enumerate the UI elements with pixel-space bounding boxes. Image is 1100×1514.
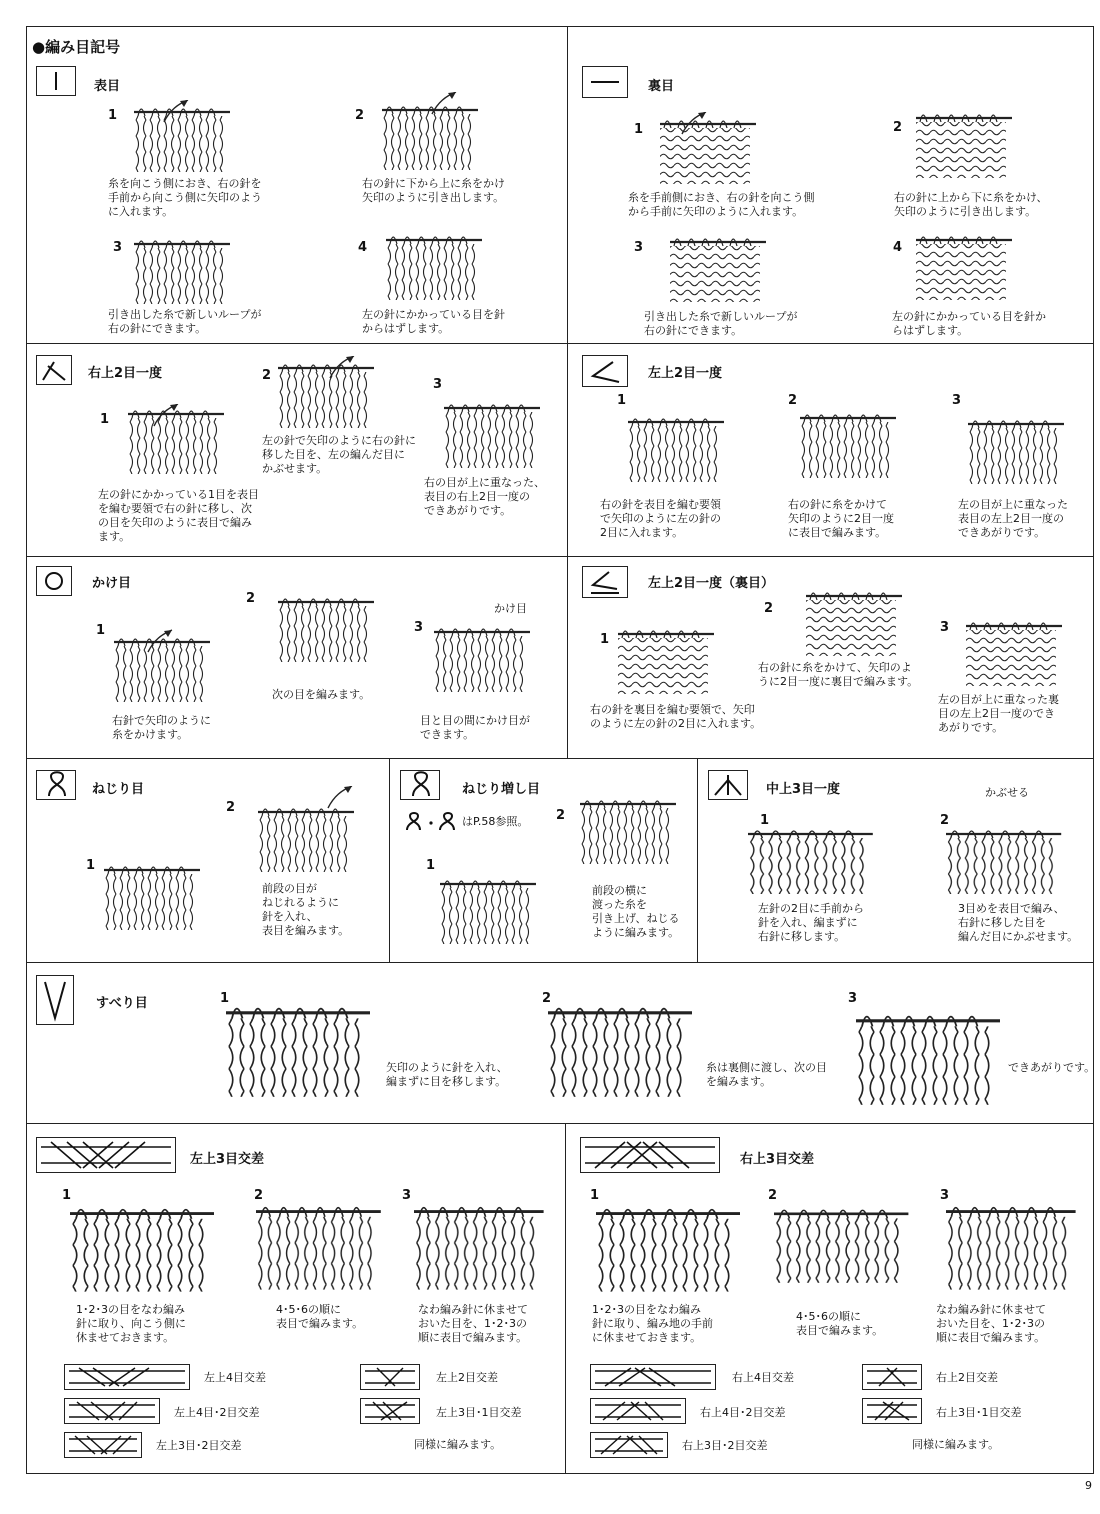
step-number: 3 xyxy=(952,393,962,408)
divider xyxy=(26,758,1094,759)
divider xyxy=(26,343,1094,344)
step-number: 4 xyxy=(893,240,903,255)
knit-step1-caption: 糸を向こう側におき、右の針を 手前から向こう側に矢印のよう に入れます。 xyxy=(108,177,262,218)
slip-stitch-symbol xyxy=(36,975,74,1025)
twisted-increase-step1-illustration xyxy=(440,872,540,950)
step-number: 2 xyxy=(788,393,798,408)
page-header: ●編み目記号 xyxy=(32,38,121,56)
right-3-2-cross-label: 右上3目･2目交差 xyxy=(682,1439,768,1452)
slip-stitch-step3-caption: できあがりです。 xyxy=(1008,1061,1096,1074)
right-4-cross-label: 右上4目交差 xyxy=(732,1371,794,1384)
step-number: 4 xyxy=(358,240,368,255)
right-k2tog-step3-caption: 右の目が上に重なった、 表目の右上2目一度の できあがりです。 xyxy=(424,476,545,517)
yarn-over-title: かけ目 xyxy=(92,576,132,591)
step-number: 1 xyxy=(760,813,770,828)
step-number: 3 xyxy=(940,620,950,635)
step-number: 2 xyxy=(556,808,566,823)
center-double-decrease-title: 中上3目一度 xyxy=(766,782,841,797)
twisted-increase-ref: はP.58参照。 xyxy=(462,815,529,828)
left-k2tog-step3-caption: 左の目が上に重なった 表目の左上2目一度の できあがりです。 xyxy=(958,498,1068,539)
left-cable-step3-illustration xyxy=(414,1196,544,1296)
left-4-2-cross-symbol xyxy=(64,1398,160,1424)
slip-stitch-step1-caption: 矢印のように針を入れ、 編まずに目を移します。 xyxy=(386,1061,508,1088)
step-number: 2 xyxy=(893,120,903,135)
left-p2tog-symbol xyxy=(582,566,628,598)
right-k2tog-step2-caption: 左の針で矢印のように右の針に 移した目を、左の編んだ目に かぶせます。 xyxy=(262,434,416,475)
left-cable-same-note: 同様に編みます。 xyxy=(414,1438,502,1451)
step-number: 1 xyxy=(86,858,96,873)
left-2-cross-label: 左上2目交差 xyxy=(436,1371,498,1384)
left-p2tog-step1-illustration xyxy=(618,620,718,700)
divider xyxy=(26,556,1094,557)
divider xyxy=(567,26,568,758)
purl-title: 裏目 xyxy=(648,79,675,94)
left-cable-step2-caption: 4･5･6の順に 表目で編みます。 xyxy=(276,1303,364,1330)
right-cable-step1-illustration xyxy=(596,1198,746,1298)
center-double-decrease-label: かぶせる xyxy=(985,786,1029,799)
step-number: 3 xyxy=(940,1188,950,1203)
purl-step4-caption: 左の針にかかっている目を針か らはずします。 xyxy=(892,310,1046,337)
right-cable-same-note: 同様に編みます。 xyxy=(912,1438,1000,1451)
step-number: 2 xyxy=(355,108,365,123)
knit-step2-caption: 右の針に下から上に糸をかけ 矢印のように引き出します。 xyxy=(362,177,505,204)
left-k2tog-step2-caption: 右の針に糸をかけて 矢印のように2目一度 に表目で編みます。 xyxy=(788,498,894,539)
left-k2tog-step1-caption: 右の針を表目を編む要領 で矢印のように左の針の 2目に入れます。 xyxy=(600,498,721,539)
left-cable-step1-illustration xyxy=(70,1198,220,1298)
right-cable-step2-caption: 4･5･6の順に 表目で編みます。 xyxy=(796,1310,884,1337)
step-number: 1 xyxy=(62,1188,72,1203)
left-4-cross-label: 左上4目交差 xyxy=(204,1371,266,1384)
twisted-increase-symbol xyxy=(400,770,440,800)
step-number: 2 xyxy=(764,601,774,616)
slip-stitch-title: すべり目 xyxy=(96,996,148,1011)
center-double-decrease-step2-illustration xyxy=(946,818,1076,898)
knit-step4-illustration xyxy=(386,228,486,303)
knit-step2-illustration xyxy=(382,92,482,172)
right-k2tog-step1-illustration xyxy=(128,404,236,479)
purl-step1-illustration xyxy=(660,112,760,187)
purl-step3-caption: 引き出した糸で新しいループが 右の針にできます。 xyxy=(644,310,798,337)
slip-stitch-step3-illustration xyxy=(856,1004,1006,1116)
knit-step3-illustration xyxy=(134,232,234,307)
twisted-symbols-icon xyxy=(404,812,460,832)
purl-step2-caption: 右の針に上から下に糸をかけ、 矢印のように引き出します。 xyxy=(894,191,1048,218)
step-number: 3 xyxy=(848,991,858,1006)
purl-step2-illustration xyxy=(916,106,1016,181)
purl-step1-caption: 糸を手前側におき、右の針を向こう側 から手前に矢印のように入れます。 xyxy=(628,191,815,218)
right-2-cross-label: 右上2目交差 xyxy=(936,1371,998,1384)
right-cable-step2-illustration xyxy=(774,1200,914,1290)
left-cable-step2-illustration xyxy=(256,1196,386,1296)
step-number: 1 xyxy=(100,412,110,427)
step-number: 1 xyxy=(426,858,436,873)
right-4-2-cross-symbol xyxy=(590,1398,686,1424)
left-p2tog-step2-caption: 右の針に糸をかけて、矢印のよ うに2目一度に裏目で編みます。 xyxy=(758,661,919,688)
left-p2tog-step2-illustration xyxy=(806,578,916,658)
right-cable-title: 右上3目交差 xyxy=(740,1152,815,1167)
step-number: 2 xyxy=(542,991,552,1006)
step-number: 1 xyxy=(617,393,627,408)
right-cable-step3-illustration xyxy=(946,1196,1076,1296)
purl-step4-illustration xyxy=(916,228,1016,303)
right-cable-step1-caption: 1･2･3の目をなわ編み 針に取り、編み地の手前 に休ませておきます。 xyxy=(592,1303,713,1344)
left-k2tog-title: 左上2目一度 xyxy=(648,366,723,381)
twisted-stitch-title: ねじり目 xyxy=(92,782,145,797)
left-k2tog-step3-illustration xyxy=(968,412,1068,492)
step-number: 1 xyxy=(108,108,118,123)
yarn-over-step3-caption: 目と目の間にかけ目が できます。 xyxy=(420,714,530,741)
slip-stitch-step1-illustration xyxy=(226,996,376,1108)
knit-step4-caption: 左の針にかかっている目を針 からはずします。 xyxy=(362,308,505,335)
purl-symbol xyxy=(582,66,628,98)
right-3-2-cross-symbol xyxy=(590,1432,668,1458)
left-4-cross-symbol xyxy=(64,1364,190,1390)
step-number: 1 xyxy=(96,623,106,638)
divider xyxy=(26,1123,1094,1124)
center-double-decrease-step1-illustration xyxy=(748,818,888,898)
right-k2tog-title: 右上2目一度 xyxy=(88,366,163,381)
step-number: 2 xyxy=(262,368,272,383)
twisted-stitch-symbol xyxy=(36,770,76,800)
left-cable-title: 左上3目交差 xyxy=(190,1152,265,1167)
right-cable-step3-caption: なわ編み針に休ませて おいた目を、1･2･3の 順に表目で編みます。 xyxy=(936,1303,1046,1344)
knit-step1-illustration xyxy=(134,100,234,175)
step-number: 2 xyxy=(940,813,950,828)
left-2-cross-symbol xyxy=(360,1364,420,1390)
yarn-over-step2-caption: 次の目を編みます。 xyxy=(272,688,371,701)
step-number: 3 xyxy=(113,240,123,255)
left-3-1-cross-symbol xyxy=(360,1398,420,1424)
step-number: 3 xyxy=(634,240,644,255)
step-number: 2 xyxy=(254,1188,264,1203)
step-number: 2 xyxy=(246,591,256,606)
left-k2tog-symbol xyxy=(582,355,628,387)
divider xyxy=(565,1123,566,1474)
twisted-increase-title: ねじり増し目 xyxy=(462,782,541,797)
knit-title: 表目 xyxy=(94,79,121,94)
center-double-decrease-symbol xyxy=(708,770,748,800)
right-3-1-cross-symbol xyxy=(862,1398,922,1424)
knit-step3-caption: 引き出した糸で新しいループが 右の針にできます。 xyxy=(108,308,262,335)
left-cable-step1-caption: 1･2･3の目をなわ編み 針に取り、向こう側に 休ませておきます。 xyxy=(76,1303,186,1344)
divider xyxy=(26,962,1094,963)
slip-stitch-step2-illustration xyxy=(548,996,698,1108)
left-3-1-cross-label: 左上3目･1目交差 xyxy=(436,1406,522,1419)
twisted-stitch-caption: 前段の目が ねじれるように 針を入れ、 表目を編みます。 xyxy=(262,882,350,937)
step-number: 1 xyxy=(600,632,610,647)
right-3-1-cross-label: 右上3目･1目交差 xyxy=(936,1406,1022,1419)
left-3-2-cross-label: 左上3目･2目交差 xyxy=(156,1439,242,1452)
yarn-over-step1-caption: 右針で矢印のように 糸をかけます。 xyxy=(112,714,211,741)
step-number: 3 xyxy=(433,377,443,392)
purl-step3-illustration xyxy=(670,230,770,305)
divider xyxy=(697,758,698,962)
left-p2tog-title: 左上2目一度（裏目） xyxy=(648,576,775,591)
twisted-increase-step2-illustration xyxy=(580,790,680,868)
step-number: 2 xyxy=(768,1188,778,1203)
left-p2tog-step1-caption: 右の針を裏目を編む要領で、矢印 のように左の針の2目に入れます。 xyxy=(590,703,762,730)
center-double-decrease-step2-caption: 3目めを表目で編み、 右針に移した目を 編んだ目にかぶせます。 xyxy=(958,902,1079,943)
right-k2tog-step1-caption: 左の針にかかっている1目を表目 を編む要領で右の針に移し、次 の目を矢印のように表目で編み ます。 xyxy=(98,488,259,543)
slip-stitch-step2-caption: 糸は裏側に渡し、次の目 を編みます。 xyxy=(706,1061,827,1088)
right-k2tog-step2-illustration xyxy=(278,356,378,431)
center-double-decrease-step1-caption: 左針の2目に手前から 針を入れ、編まずに 右針に移します。 xyxy=(758,902,864,943)
twisted-stitch-step2-illustration xyxy=(258,786,368,876)
left-k2tog-step1-illustration xyxy=(628,408,728,488)
yarn-over-step3-illustration xyxy=(434,616,542,700)
twisted-increase-caption: 前段の横に 渡った糸を 引き上げ、ねじる ように編みます。 xyxy=(592,884,680,939)
yarn-over-label: かけ目 xyxy=(494,602,527,615)
divider xyxy=(389,758,390,962)
left-cable-symbol xyxy=(36,1137,176,1173)
step-number: 1 xyxy=(634,122,644,137)
step-number: 3 xyxy=(402,1188,412,1203)
right-cable-symbol xyxy=(580,1137,720,1173)
right-2-cross-symbol xyxy=(862,1364,922,1390)
right-4-cross-symbol xyxy=(590,1364,716,1390)
left-p2tog-step3-caption: 左の目が上に重なった裏 目の左上2目一度のでき あがりです。 xyxy=(938,693,1059,734)
step-number: 3 xyxy=(414,620,424,635)
left-k2tog-step2-illustration xyxy=(800,402,900,482)
step-number: 1 xyxy=(220,991,230,1006)
right-k2tog-step3-illustration xyxy=(444,400,544,475)
left-p2tog-step3-illustration xyxy=(966,608,1066,688)
page-number: 9 xyxy=(1085,1479,1092,1492)
left-cable-step3-caption: なわ編み針に休ませて おいた目を、1･2･3の 順に表目で編みます。 xyxy=(418,1303,528,1344)
knit-symbol xyxy=(36,66,76,96)
step-number: 2 xyxy=(226,800,236,815)
yarn-over-step1-illustration xyxy=(114,628,214,708)
yarn-over-step2-illustration xyxy=(278,588,378,666)
twisted-stitch-step1-illustration xyxy=(104,856,204,934)
right-k2tog-symbol xyxy=(36,355,72,385)
yarn-over-symbol xyxy=(36,566,72,596)
left-3-2-cross-symbol xyxy=(64,1432,142,1458)
right-4-2-cross-label: 右上4目･2目交差 xyxy=(700,1406,786,1419)
step-number: 1 xyxy=(590,1188,600,1203)
left-4-2-cross-label: 左上4目･2目交差 xyxy=(174,1406,260,1419)
